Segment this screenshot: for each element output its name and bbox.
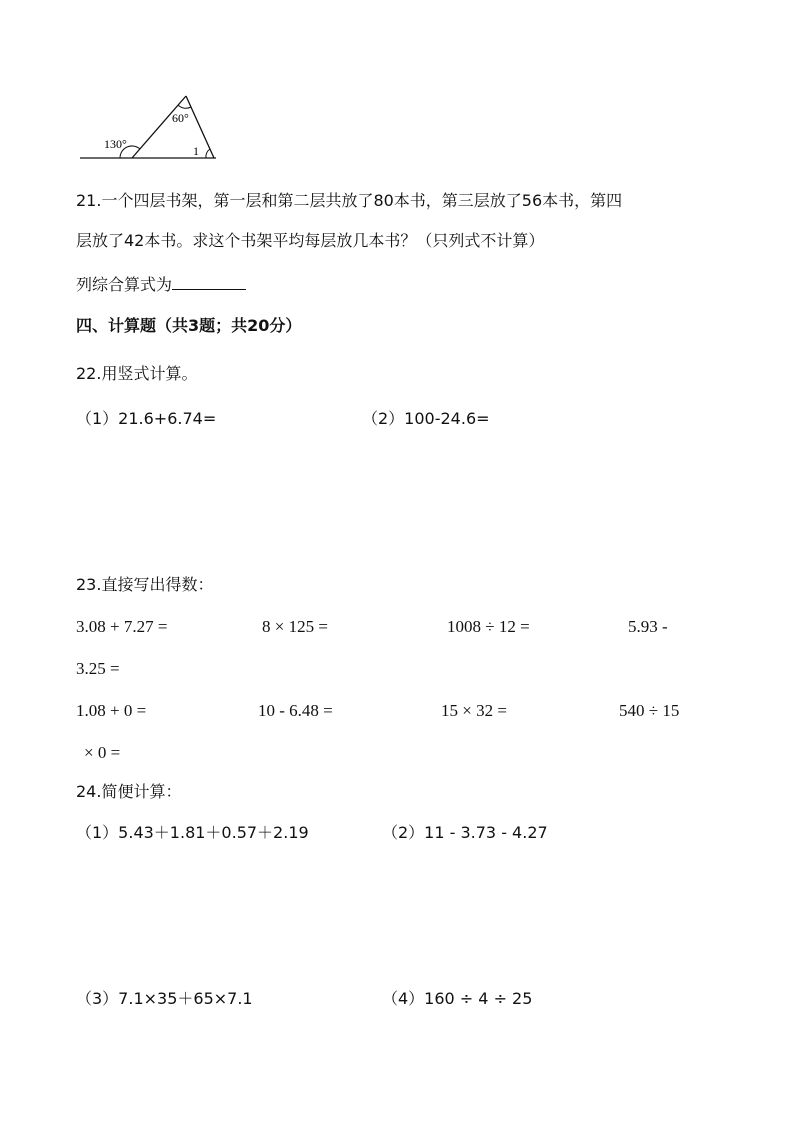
- angle-label-60: 60°: [172, 111, 189, 125]
- answer-blank[interactable]: [172, 275, 246, 290]
- q23-r2-item-1: 1.08 + 0 =: [76, 701, 147, 720]
- q22-title: 22.用竖式计算。: [76, 364, 198, 383]
- q21-prompt: 列综合算式为: [76, 275, 173, 294]
- q24-item-1: （1）5.43＋1.81＋0.57＋2.19: [76, 823, 309, 842]
- section-title: 四、计算题（共3题；共20分）: [76, 316, 302, 335]
- q22-item-2: （2）100-24.6=: [362, 409, 490, 428]
- q22-item-1: （1）21.6+6.74=: [76, 409, 217, 428]
- q23-r2-item-3: 15 × 32 =: [441, 701, 507, 720]
- q23-r1-item-1: 3.08 + 7.27 =: [76, 617, 168, 636]
- angle-label-1: 1: [193, 144, 199, 158]
- triangle-figure: [76, 92, 222, 164]
- q23-r1-item-2: 8 × 125 =: [262, 617, 328, 636]
- q21-line2: 层放了42本书。求这个书架平均每层放几本书？（只列式不计算）: [76, 231, 545, 250]
- angle-arc-1: [206, 149, 210, 158]
- q23-r1-item-4: 5.93 -: [628, 617, 668, 636]
- q21-line1: 21.一个四层书架，第一层和第二层共放了80本书，第三层放了56本书，第四: [76, 191, 623, 210]
- q23-r2-wrap: × 0 =: [84, 743, 121, 762]
- q23-r1-wrap: 3.25 =: [76, 659, 120, 678]
- q24-item-4: （4）160 ÷ 4 ÷ 25: [382, 989, 533, 1008]
- q24-item-2: （2）11 - 3.73 - 4.27: [382, 823, 548, 842]
- q23-r2-item-4: 540 ÷ 15: [619, 701, 680, 720]
- q23-r2-item-2: 10 - 6.48 =: [258, 701, 333, 720]
- q23-title: 23.直接写出得数：: [76, 575, 214, 594]
- q23-r1-item-3: 1008 ÷ 12 =: [447, 617, 530, 636]
- angle-label-130: 130°: [104, 137, 127, 151]
- q21-answer-line: [76, 275, 246, 293]
- angle-arc-60: [178, 105, 191, 108]
- q24-title: 24.简便计算：: [76, 782, 182, 801]
- q24-item-3: （3）7.1×35＋65×7.1: [76, 989, 253, 1008]
